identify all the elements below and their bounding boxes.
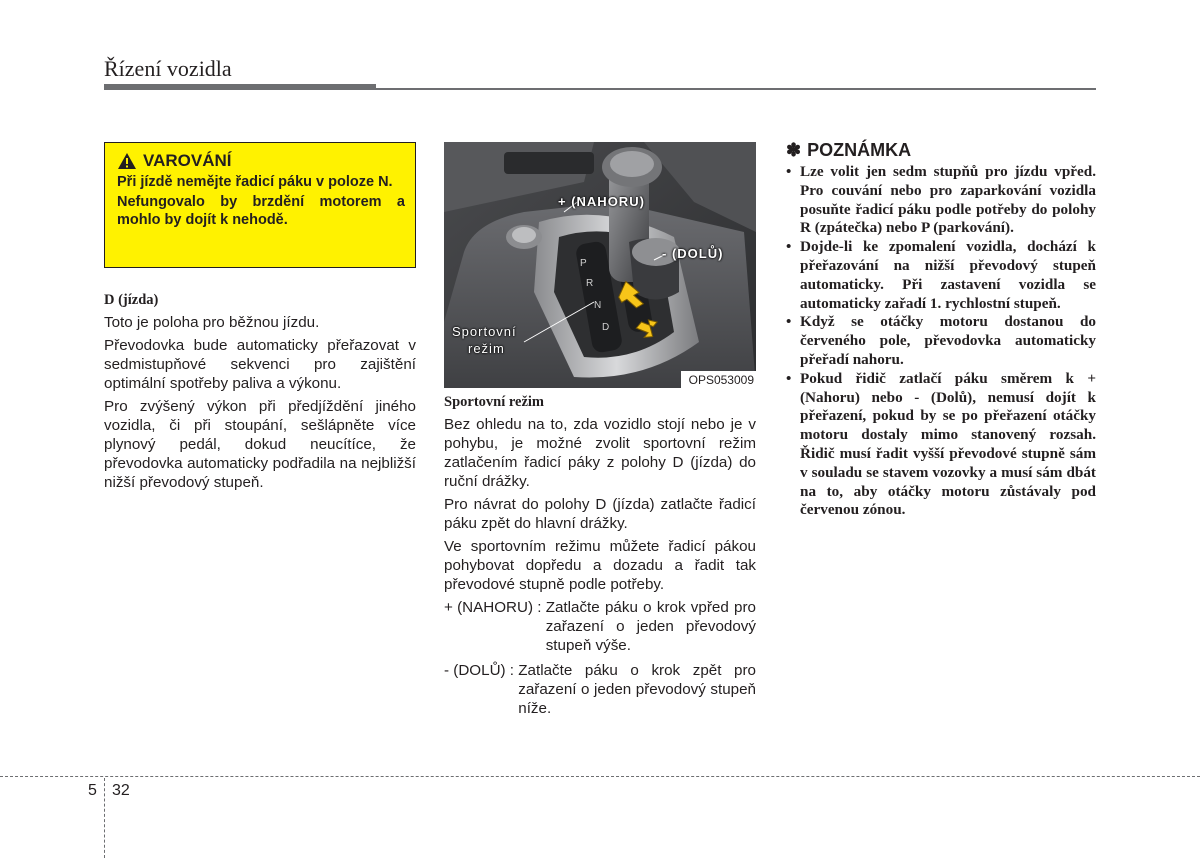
warning-triangle-icon [117, 152, 137, 170]
definition-up-term: + (NAHORU) : [444, 599, 546, 616]
section-number: 5 [88, 782, 97, 799]
warning-text-2: Nefungovalo by brzdění motorem a mohlo by dojít k nehodě. [117, 194, 405, 228]
gear-letter-r: R [586, 278, 594, 289]
label-sport-1: Sportovní [452, 324, 517, 339]
note-item-text: Dojde-li ke zpomalení vozidla, dochází k přeřazování na nižší převodový stupeň automaticky. Při zastavení vozidla se automaticky zařadí 1. rychlostní stupeň. [800, 238, 1096, 312]
sport-paragraph-3: Ve sportovním režimu můžete řadicí pákou pohybovat dopředu a dozadu a řadit tak převodové stupně podle potřeby. [444, 538, 756, 593]
page-number: 32 [112, 782, 130, 799]
sport-mode-section [444, 394, 756, 724]
warning-title-text: VAROVÁNÍ [143, 151, 232, 170]
note-item-text: Když se otáčky motoru dostanou do červeného pole, převodovka automaticky přeřadí nahoru. [800, 313, 1096, 368]
label-sport-2: režim [468, 341, 505, 356]
gear-letter-n: N [594, 300, 602, 311]
sport-paragraph-1: Bez ohledu na to, zda vozidlo stojí nebo je v pohybu, je možné zvolit sportovní režim zatlačením řadicí páky z polohy D (jízda) do ruční drážky. [444, 416, 756, 490]
sport-mode-heading: Sportovní režim [444, 394, 545, 410]
note-item [786, 238, 1096, 313]
bullet-icon: • [786, 313, 792, 331]
footer-divider [104, 778, 105, 858]
header-bar [104, 84, 376, 90]
label-down: - (DOLŮ) [662, 246, 724, 261]
note-item-text: Lze volit jen sedm stupňů pro jízdu vpřed. Pro couvání nebo pro zaparkování vozidla posuňte řadicí páku podle potřeby do polohy R (zpátečka) nebo P (parkování). [800, 163, 1096, 237]
warning-text-1: Při jízdě nemějte řadicí páku v poloze N. [117, 174, 393, 190]
drive-paragraph-3: Pro zvýšený výkon při předjíždění jiného vozidla, či při stoupání, sešlápněte více plynový pedál, dokud neucítíce, že převodovka automaticky podřadila na nejbližší nižší převodový stupeň. [104, 398, 416, 491]
figure-code: OPS053009 [681, 371, 756, 388]
sport-paragraph-2: Pro návrat do polohy D (jízda) zatlačte řadicí páku zpět do hlavní drážky. [444, 496, 756, 532]
note-item-text: Pokud řidič zatlačí páku směrem k + (Nahoru) nebo - (Dolů), nemusí dojít k přeřazení, pokud by se po přeřazení otáčky motoru dostaly mimo stanovený rozsah. Řidič musí řadit vyšší převodové stupně sám v souladu se stavem vozovky a musí sám dbát na to, aby otáčky motoru zůstávaly pod červenou zónou. [800, 369, 1096, 519]
note-item [786, 313, 1096, 369]
definition-up-desc: Zatlačte páku o krok vpřed pro zařazení o jeden převodový stupeň výše. [545, 599, 756, 654]
note-title [786, 140, 1096, 161]
note-star-icon: ✽ [786, 140, 802, 160]
drive-section [104, 292, 416, 496]
header-rule [376, 88, 1096, 90]
gear-letter-d: D [602, 322, 610, 333]
page-header-title: Řízení vozidla [104, 56, 232, 81]
note-item [786, 163, 1096, 238]
warning-title [117, 151, 405, 171]
label-up: + (NAHORU) [558, 194, 645, 209]
definition-up [444, 598, 756, 655]
drive-paragraph-2: Převodovka bude automaticky přeřazovat v sedmistupňové sekvenci pro zajištění optimální spotřeby paliva a výkonu. [104, 337, 416, 392]
drive-paragraph-1: Toto je poloha pro běžnou jízdu. [104, 314, 320, 331]
definition-down-term: - (DOLŮ) : [444, 662, 519, 679]
note-item [786, 370, 1096, 520]
warning-box [104, 142, 416, 268]
footer-rule [0, 776, 1200, 777]
note-title-text: POZNÁMKA [807, 140, 912, 160]
definition-down-desc: Zatlačte páku o krok zpět pro zařazení o jeden převodový stupeň níže. [518, 662, 756, 717]
definition-down [444, 661, 756, 718]
drive-heading: D (jízda) [104, 292, 159, 308]
bullet-icon: • [786, 238, 792, 256]
bullet-icon: • [786, 163, 792, 180]
note-section [786, 140, 1096, 520]
bullet-icon: • [786, 369, 792, 387]
gear-shift-figure [444, 142, 756, 388]
gear-letter-p: P [580, 258, 587, 269]
